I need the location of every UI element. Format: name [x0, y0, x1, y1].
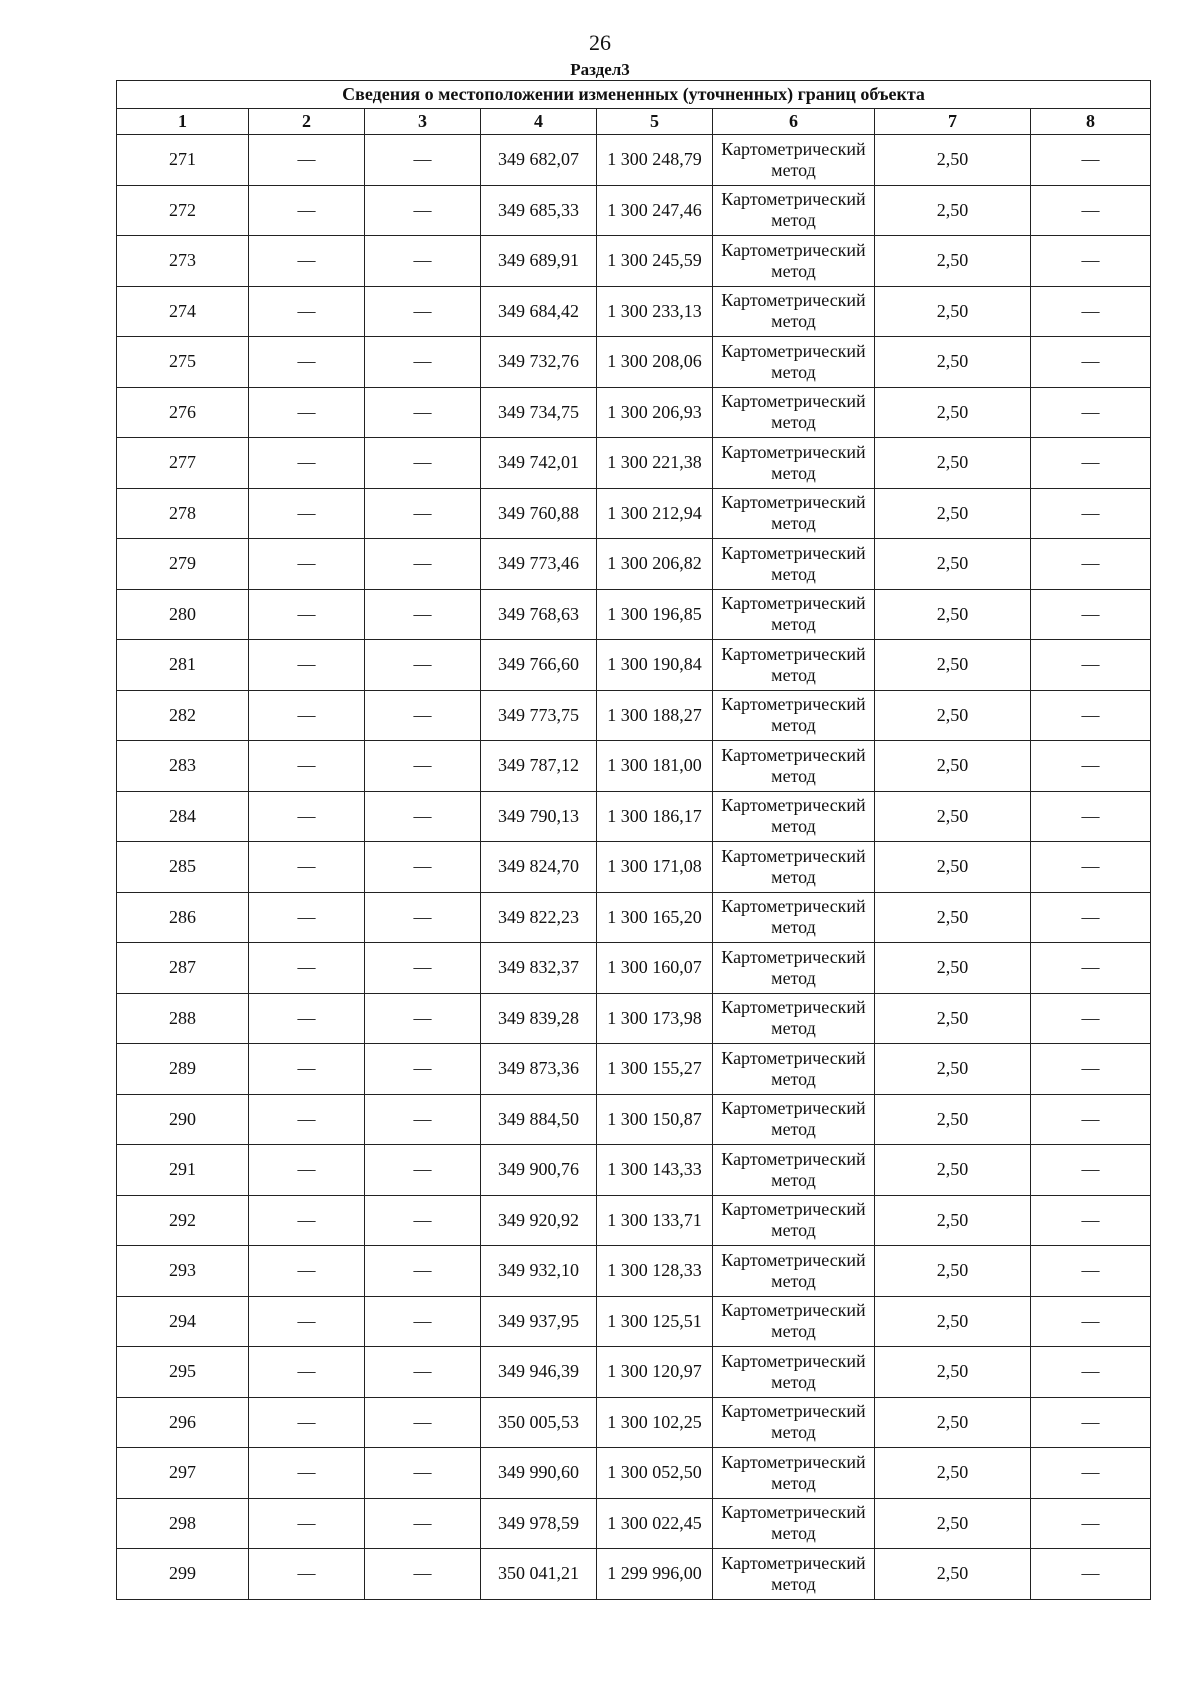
method-cell: Картометрический метод — [713, 185, 875, 236]
table-row — [117, 286, 1151, 337]
point-number-cell: 275 — [117, 337, 249, 388]
method-cell: Картометрический метод — [713, 135, 875, 186]
x-coordinate-cell: 349 932,10 — [481, 1246, 597, 1297]
accuracy-cell: 2,50 — [875, 1145, 1031, 1196]
point-number-cell: 278 — [117, 488, 249, 539]
x-coordinate-cell: 349 839,28 — [481, 993, 597, 1044]
y-coordinate-cell: 1 300 196,85 — [597, 589, 713, 640]
x-coordinate-cell: 350 005,53 — [481, 1397, 597, 1448]
accuracy-cell: 2,50 — [875, 791, 1031, 842]
empty-value-cell: — — [365, 791, 481, 842]
x-coordinate-cell: 349 768,63 — [481, 589, 597, 640]
y-coordinate-cell: 1 300 128,33 — [597, 1246, 713, 1297]
empty-value-cell: — — [249, 337, 365, 388]
empty-value-cell: — — [249, 1448, 365, 1499]
table-caption-row — [117, 81, 1151, 109]
empty-value-cell: — — [249, 640, 365, 691]
table-row — [117, 1145, 1151, 1196]
accuracy-cell: 2,50 — [875, 892, 1031, 943]
table-caption: Сведения о местоположении измененных (уточненных) границ объекта — [117, 81, 1151, 109]
empty-value-cell: — — [249, 1044, 365, 1095]
accuracy-cell: 2,50 — [875, 1195, 1031, 1246]
table-row — [117, 1246, 1151, 1297]
column-header: 4 — [481, 109, 597, 135]
empty-value-cell: — — [365, 135, 481, 186]
empty-value-cell: — — [365, 1246, 481, 1297]
x-coordinate-cell: 349 689,91 — [481, 236, 597, 287]
y-coordinate-cell: 1 300 102,25 — [597, 1397, 713, 1448]
method-cell: Картометрический метод — [713, 438, 875, 489]
empty-value-cell: — — [1031, 690, 1151, 741]
point-number-cell: 294 — [117, 1296, 249, 1347]
accuracy-cell: 2,50 — [875, 1246, 1031, 1297]
x-coordinate-cell: 349 900,76 — [481, 1145, 597, 1196]
empty-value-cell: — — [1031, 1448, 1151, 1499]
x-coordinate-cell: 349 766,60 — [481, 640, 597, 691]
empty-value-cell: — — [365, 1094, 481, 1145]
method-cell: Картометрический метод — [713, 1094, 875, 1145]
empty-value-cell: — — [365, 286, 481, 337]
table-row — [117, 640, 1151, 691]
point-number-cell: 274 — [117, 286, 249, 337]
empty-value-cell: — — [1031, 438, 1151, 489]
table-row — [117, 236, 1151, 287]
empty-value-cell: — — [249, 690, 365, 741]
method-cell: Картометрический метод — [713, 488, 875, 539]
empty-value-cell: — — [365, 1296, 481, 1347]
table-row — [117, 1448, 1151, 1499]
accuracy-cell: 2,50 — [875, 1448, 1031, 1499]
x-coordinate-cell: 349 832,37 — [481, 943, 597, 994]
empty-value-cell: — — [1031, 842, 1151, 893]
empty-value-cell: — — [1031, 1044, 1151, 1095]
y-coordinate-cell: 1 300 206,93 — [597, 387, 713, 438]
y-coordinate-cell: 1 300 221,38 — [597, 438, 713, 489]
accuracy-cell: 2,50 — [875, 1549, 1031, 1600]
x-coordinate-cell: 349 682,07 — [481, 135, 597, 186]
accuracy-cell: 2,50 — [875, 236, 1031, 287]
y-coordinate-cell: 1 300 181,00 — [597, 741, 713, 792]
table-row — [117, 1044, 1151, 1095]
accuracy-cell: 2,50 — [875, 185, 1031, 236]
x-coordinate-cell: 349 822,23 — [481, 892, 597, 943]
accuracy-cell: 2,50 — [875, 539, 1031, 590]
x-coordinate-cell: 349 790,13 — [481, 791, 597, 842]
empty-value-cell: — — [1031, 892, 1151, 943]
empty-value-cell: — — [1031, 1246, 1151, 1297]
empty-value-cell: — — [1031, 791, 1151, 842]
empty-value-cell: — — [365, 337, 481, 388]
method-cell: Картометрический метод — [713, 993, 875, 1044]
method-cell: Картометрический метод — [713, 842, 875, 893]
point-number-cell: 276 — [117, 387, 249, 438]
empty-value-cell: — — [1031, 993, 1151, 1044]
empty-value-cell: — — [365, 438, 481, 489]
method-cell: Картометрический метод — [713, 1044, 875, 1095]
point-number-cell: 288 — [117, 993, 249, 1044]
y-coordinate-cell: 1 300 212,94 — [597, 488, 713, 539]
empty-value-cell: — — [249, 286, 365, 337]
method-cell: Картометрический метод — [713, 589, 875, 640]
x-coordinate-cell: 349 937,95 — [481, 1296, 597, 1347]
point-number-cell: 282 — [117, 690, 249, 741]
point-number-cell: 299 — [117, 1549, 249, 1600]
empty-value-cell: — — [1031, 539, 1151, 590]
empty-value-cell: — — [1031, 387, 1151, 438]
x-coordinate-cell: 349 760,88 — [481, 488, 597, 539]
empty-value-cell: — — [1031, 1195, 1151, 1246]
empty-value-cell: — — [1031, 488, 1151, 539]
empty-value-cell: — — [1031, 1347, 1151, 1398]
table-row — [117, 387, 1151, 438]
empty-value-cell: — — [249, 1347, 365, 1398]
empty-value-cell: — — [365, 387, 481, 438]
empty-value-cell: — — [1031, 286, 1151, 337]
y-coordinate-cell: 1 300 188,27 — [597, 690, 713, 741]
method-cell: Картометрический метод — [713, 640, 875, 691]
point-number-cell: 297 — [117, 1448, 249, 1499]
x-coordinate-cell: 349 873,36 — [481, 1044, 597, 1095]
accuracy-cell: 2,50 — [875, 1044, 1031, 1095]
point-number-cell: 287 — [117, 943, 249, 994]
empty-value-cell: — — [249, 1145, 365, 1196]
accuracy-cell: 2,50 — [875, 1397, 1031, 1448]
point-number-cell: 272 — [117, 185, 249, 236]
table-row — [117, 741, 1151, 792]
table-row — [117, 1094, 1151, 1145]
y-coordinate-cell: 1 300 052,50 — [597, 1448, 713, 1499]
empty-value-cell: — — [365, 842, 481, 893]
empty-value-cell: — — [1031, 1498, 1151, 1549]
table-row — [117, 1397, 1151, 1448]
empty-value-cell: — — [365, 993, 481, 1044]
table-row — [117, 1195, 1151, 1246]
x-coordinate-cell: 349 732,76 — [481, 337, 597, 388]
y-coordinate-cell: 1 299 996,00 — [597, 1549, 713, 1600]
point-number-cell: 289 — [117, 1044, 249, 1095]
empty-value-cell: — — [249, 387, 365, 438]
table-row — [117, 1549, 1151, 1600]
x-coordinate-cell: 349 946,39 — [481, 1347, 597, 1398]
method-cell: Картометрический метод — [713, 1448, 875, 1499]
empty-value-cell: — — [249, 892, 365, 943]
empty-value-cell: — — [249, 943, 365, 994]
table-row — [117, 993, 1151, 1044]
accuracy-cell: 2,50 — [875, 690, 1031, 741]
column-header: 2 — [249, 109, 365, 135]
empty-value-cell: — — [365, 1448, 481, 1499]
x-coordinate-cell: 349 884,50 — [481, 1094, 597, 1145]
empty-value-cell: — — [1031, 1397, 1151, 1448]
y-coordinate-cell: 1 300 133,71 — [597, 1195, 713, 1246]
point-number-cell: 293 — [117, 1246, 249, 1297]
empty-value-cell: — — [249, 185, 365, 236]
empty-value-cell: — — [249, 842, 365, 893]
empty-value-cell: — — [249, 488, 365, 539]
empty-value-cell: — — [365, 185, 481, 236]
method-cell: Картометрический метод — [713, 337, 875, 388]
empty-value-cell: — — [365, 488, 481, 539]
point-number-cell: 280 — [117, 589, 249, 640]
accuracy-cell: 2,50 — [875, 438, 1031, 489]
point-number-cell: 277 — [117, 438, 249, 489]
point-number-cell: 290 — [117, 1094, 249, 1145]
method-cell: Картометрический метод — [713, 236, 875, 287]
accuracy-cell: 2,50 — [875, 741, 1031, 792]
method-cell: Картометрический метод — [713, 1145, 875, 1196]
x-coordinate-cell: 349 734,75 — [481, 387, 597, 438]
accuracy-cell: 2,50 — [875, 1296, 1031, 1347]
method-cell: Картометрический метод — [713, 690, 875, 741]
y-coordinate-cell: 1 300 248,79 — [597, 135, 713, 186]
empty-value-cell: — — [1031, 943, 1151, 994]
empty-value-cell: — — [249, 1246, 365, 1297]
point-number-cell: 295 — [117, 1347, 249, 1398]
empty-value-cell: — — [249, 791, 365, 842]
x-coordinate-cell: 349 787,12 — [481, 741, 597, 792]
accuracy-cell: 2,50 — [875, 842, 1031, 893]
empty-value-cell: — — [1031, 185, 1151, 236]
method-cell: Картометрический метод — [713, 1397, 875, 1448]
method-cell: Картометрический метод — [713, 1195, 875, 1246]
accuracy-cell: 2,50 — [875, 488, 1031, 539]
y-coordinate-cell: 1 300 190,84 — [597, 640, 713, 691]
table-row — [117, 791, 1151, 842]
empty-value-cell: — — [1031, 1094, 1151, 1145]
empty-value-cell: — — [1031, 337, 1151, 388]
accuracy-cell: 2,50 — [875, 1094, 1031, 1145]
table-row — [117, 135, 1151, 186]
table-row — [117, 842, 1151, 893]
empty-value-cell: — — [365, 589, 481, 640]
x-coordinate-cell: 349 685,33 — [481, 185, 597, 236]
empty-value-cell: — — [365, 1347, 481, 1398]
empty-value-cell: — — [365, 1195, 481, 1246]
empty-value-cell: — — [365, 892, 481, 943]
accuracy-cell: 2,50 — [875, 1347, 1031, 1398]
accuracy-cell: 2,50 — [875, 993, 1031, 1044]
empty-value-cell: — — [1031, 640, 1151, 691]
empty-value-cell: — — [249, 589, 365, 640]
table-row — [117, 337, 1151, 388]
empty-value-cell: — — [249, 236, 365, 287]
x-coordinate-cell: 349 920,92 — [481, 1195, 597, 1246]
method-cell: Картометрический метод — [713, 791, 875, 842]
method-cell: Картометрический метод — [713, 1296, 875, 1347]
accuracy-cell: 2,50 — [875, 387, 1031, 438]
empty-value-cell: — — [365, 1145, 481, 1196]
empty-value-cell: — — [1031, 135, 1151, 186]
accuracy-cell: 2,50 — [875, 135, 1031, 186]
empty-value-cell: — — [1031, 589, 1151, 640]
y-coordinate-cell: 1 300 173,98 — [597, 993, 713, 1044]
table-row — [117, 943, 1151, 994]
method-cell: Картометрический метод — [713, 943, 875, 994]
y-coordinate-cell: 1 300 165,20 — [597, 892, 713, 943]
empty-value-cell: — — [365, 236, 481, 287]
point-number-cell: 292 — [117, 1195, 249, 1246]
empty-value-cell: — — [365, 1044, 481, 1095]
boundary-coordinates-table — [116, 80, 1151, 1600]
table-row — [117, 1296, 1151, 1347]
method-cell: Картометрический метод — [713, 286, 875, 337]
x-coordinate-cell: 349 773,75 — [481, 690, 597, 741]
empty-value-cell: — — [365, 1549, 481, 1600]
empty-value-cell: — — [1031, 741, 1151, 792]
empty-value-cell: — — [1031, 1145, 1151, 1196]
table-row — [117, 488, 1151, 539]
table-header-row — [117, 109, 1151, 135]
accuracy-cell: 2,50 — [875, 943, 1031, 994]
empty-value-cell: — — [249, 1195, 365, 1246]
point-number-cell: 291 — [117, 1145, 249, 1196]
section-title: Раздел3 — [570, 60, 630, 79]
y-coordinate-cell: 1 300 245,59 — [597, 236, 713, 287]
table-row — [117, 690, 1151, 741]
accuracy-cell: 2,50 — [875, 640, 1031, 691]
table-row — [117, 185, 1151, 236]
point-number-cell: 283 — [117, 741, 249, 792]
empty-value-cell: — — [365, 539, 481, 590]
column-header: 6 — [713, 109, 875, 135]
empty-value-cell: — — [249, 741, 365, 792]
column-header: 3 — [365, 109, 481, 135]
point-number-cell: 286 — [117, 892, 249, 943]
method-cell: Картометрический метод — [713, 387, 875, 438]
column-header: 7 — [875, 109, 1031, 135]
method-cell: Картометрический метод — [713, 741, 875, 792]
x-coordinate-cell: 350 041,21 — [481, 1549, 597, 1600]
column-header: 8 — [1031, 109, 1151, 135]
y-coordinate-cell: 1 300 022,45 — [597, 1498, 713, 1549]
y-coordinate-cell: 1 300 206,82 — [597, 539, 713, 590]
y-coordinate-cell: 1 300 233,13 — [597, 286, 713, 337]
empty-value-cell: — — [249, 1094, 365, 1145]
x-coordinate-cell: 349 773,46 — [481, 539, 597, 590]
y-coordinate-cell: 1 300 247,46 — [597, 185, 713, 236]
x-coordinate-cell: 349 978,59 — [481, 1498, 597, 1549]
y-coordinate-cell: 1 300 171,08 — [597, 842, 713, 893]
accuracy-cell: 2,50 — [875, 337, 1031, 388]
empty-value-cell: — — [249, 438, 365, 489]
column-header: 5 — [597, 109, 713, 135]
y-coordinate-cell: 1 300 143,33 — [597, 1145, 713, 1196]
y-coordinate-cell: 1 300 125,51 — [597, 1296, 713, 1347]
method-cell: Картометрический метод — [713, 1347, 875, 1398]
empty-value-cell: — — [365, 1498, 481, 1549]
table-row — [117, 589, 1151, 640]
table-row — [117, 892, 1151, 943]
point-number-cell: 296 — [117, 1397, 249, 1448]
point-number-cell: 285 — [117, 842, 249, 893]
table-row — [117, 438, 1151, 489]
empty-value-cell: — — [365, 741, 481, 792]
empty-value-cell: — — [1031, 1296, 1151, 1347]
empty-value-cell: — — [365, 640, 481, 691]
table-row — [117, 1498, 1151, 1549]
accuracy-cell: 2,50 — [875, 1498, 1031, 1549]
empty-value-cell: — — [249, 1296, 365, 1347]
page-number: 26 — [589, 30, 611, 55]
y-coordinate-cell: 1 300 150,87 — [597, 1094, 713, 1145]
method-cell: Картометрический метод — [713, 1498, 875, 1549]
point-number-cell: 281 — [117, 640, 249, 691]
empty-value-cell: — — [365, 690, 481, 741]
accuracy-cell: 2,50 — [875, 286, 1031, 337]
empty-value-cell: — — [249, 135, 365, 186]
empty-value-cell: — — [365, 1397, 481, 1448]
method-cell: Картометрический метод — [713, 892, 875, 943]
x-coordinate-cell: 349 684,42 — [481, 286, 597, 337]
point-number-cell: 273 — [117, 236, 249, 287]
x-coordinate-cell: 349 824,70 — [481, 842, 597, 893]
empty-value-cell: — — [249, 993, 365, 1044]
x-coordinate-cell: 349 990,60 — [481, 1448, 597, 1499]
empty-value-cell: — — [1031, 236, 1151, 287]
point-number-cell: 271 — [117, 135, 249, 186]
empty-value-cell: — — [249, 1397, 365, 1448]
y-coordinate-cell: 1 300 208,06 — [597, 337, 713, 388]
empty-value-cell: — — [1031, 1549, 1151, 1600]
table-row — [117, 539, 1151, 590]
empty-value-cell: — — [365, 943, 481, 994]
accuracy-cell: 2,50 — [875, 589, 1031, 640]
point-number-cell: 298 — [117, 1498, 249, 1549]
method-cell: Картометрический метод — [713, 1246, 875, 1297]
y-coordinate-cell: 1 300 186,17 — [597, 791, 713, 842]
method-cell: Картометрический метод — [713, 1549, 875, 1600]
y-coordinate-cell: 1 300 160,07 — [597, 943, 713, 994]
point-number-cell: 279 — [117, 539, 249, 590]
y-coordinate-cell: 1 300 120,97 — [597, 1347, 713, 1398]
empty-value-cell: — — [249, 1498, 365, 1549]
table-row — [117, 1347, 1151, 1398]
x-coordinate-cell: 349 742,01 — [481, 438, 597, 489]
column-header: 1 — [117, 109, 249, 135]
point-number-cell: 284 — [117, 791, 249, 842]
method-cell: Картометрический метод — [713, 539, 875, 590]
y-coordinate-cell: 1 300 155,27 — [597, 1044, 713, 1095]
empty-value-cell: — — [249, 539, 365, 590]
empty-value-cell: — — [249, 1549, 365, 1600]
